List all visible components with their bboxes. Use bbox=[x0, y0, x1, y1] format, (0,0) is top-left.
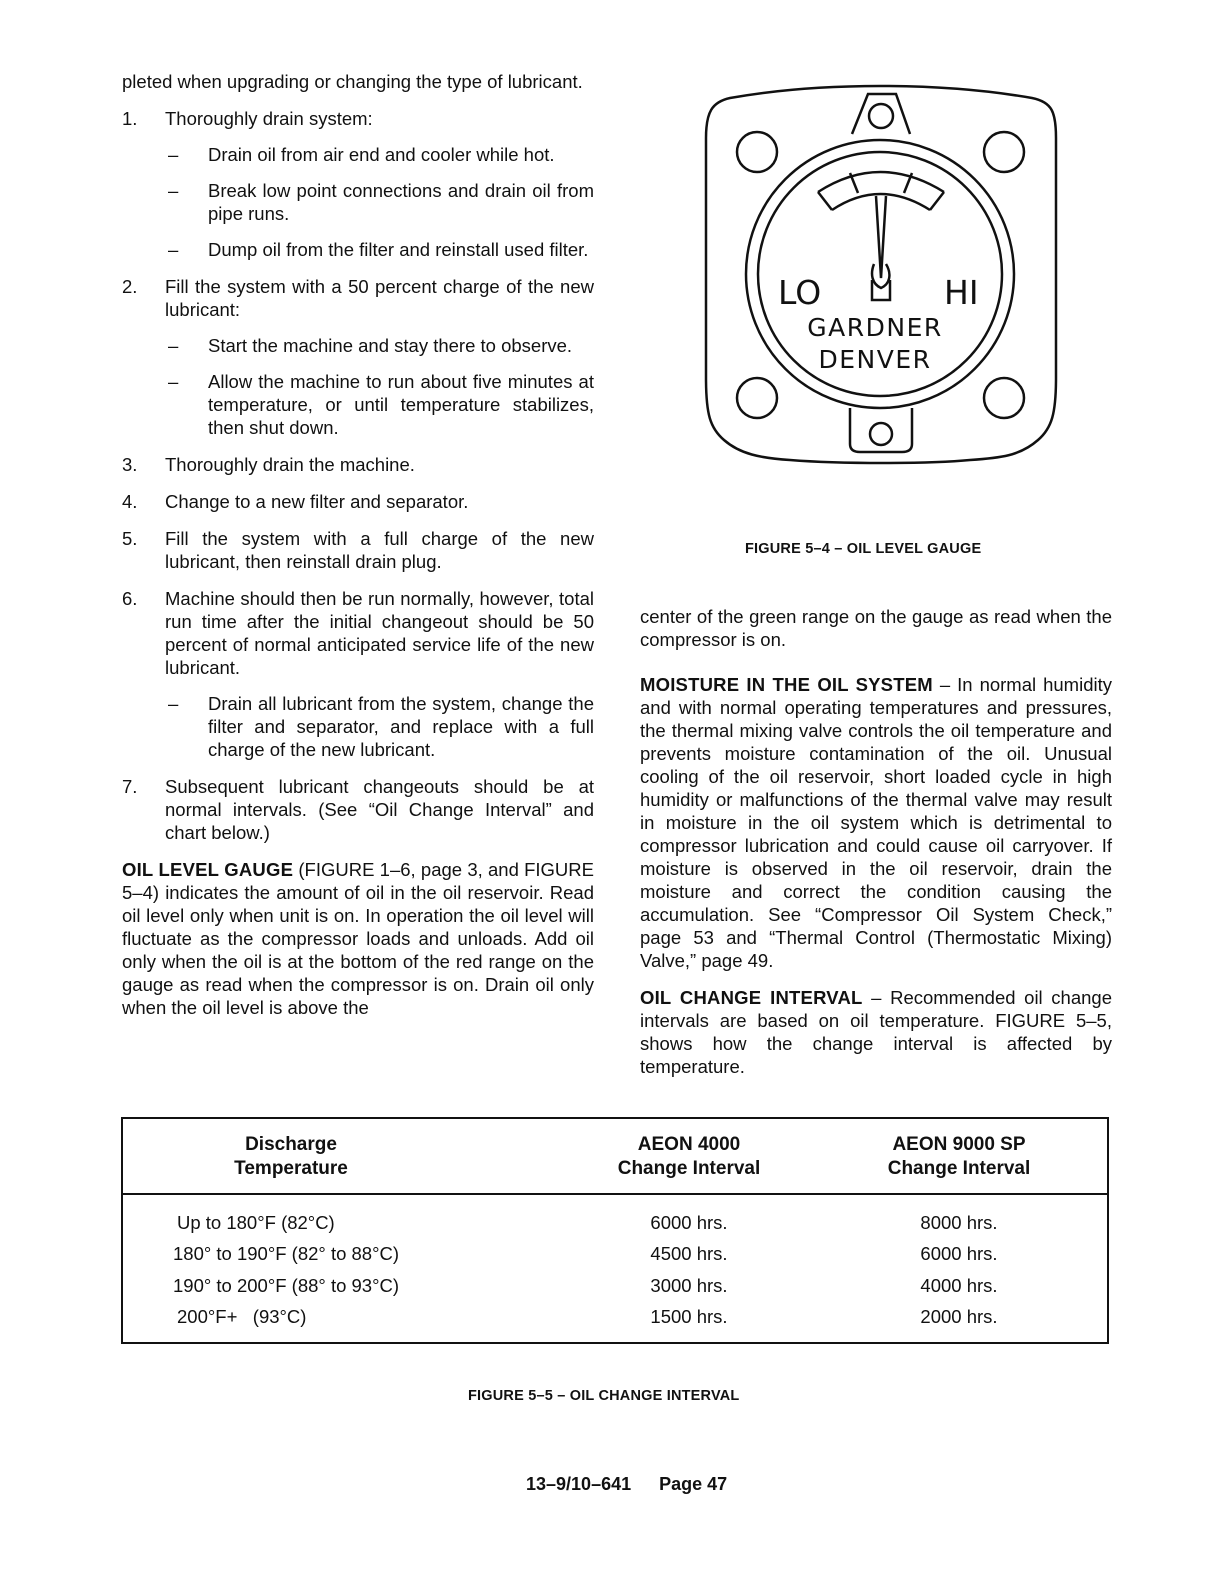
column-header: AEON 4000 Change Interval bbox=[617, 1134, 761, 1179]
oil-level-gauge-paragraph bbox=[122, 858, 594, 1019]
dash: – bbox=[168, 180, 179, 201]
sub-list bbox=[165, 692, 594, 761]
continuation-paragraph: center of the green range on the gauge as read when the compressor is on. bbox=[640, 606, 1112, 650]
moisture-paragraph bbox=[640, 673, 1112, 972]
step-text: Machine should then be run normally, however, total run time after the initial changeout should be 50 percent of normal anticipated service life of the new lubricant. bbox=[165, 588, 594, 678]
oil-change-interval-body: – Recommended oil change intervals are based on oil temperature. FIGURE 5–5, shows how the change interval is affected by temperature. bbox=[640, 987, 1112, 1077]
table-cell: 190° to 200°F (88° to 93°C) bbox=[173, 1275, 400, 1296]
step-text: Change to a new filter and separator. bbox=[165, 491, 469, 512]
list-item bbox=[122, 527, 594, 573]
table-cell: Up to 180°F (82°C) bbox=[177, 1212, 335, 1233]
list-item bbox=[122, 275, 594, 439]
mounting-hole-icon bbox=[737, 378, 777, 418]
table-cell: 200°F+ (93°C) bbox=[177, 1306, 307, 1327]
step-number: 7. bbox=[122, 776, 138, 797]
intro-paragraph: pleted when upgrading or changing the type of lubricant. bbox=[122, 71, 583, 92]
dash: – bbox=[168, 693, 179, 714]
table-cell: 2000 hrs. bbox=[920, 1306, 998, 1327]
table-row bbox=[123, 1242, 1107, 1274]
sub-item: – Drain all lubricant from the system, change the filter and separator, and replace with a full charge of the new lubricant. bbox=[168, 693, 594, 760]
top-lug-hole bbox=[869, 104, 893, 128]
table-cell: 4000 hrs. bbox=[920, 1275, 998, 1296]
page-number: Page 47 bbox=[659, 1474, 728, 1494]
table-cell: 6000 hrs. bbox=[650, 1212, 728, 1233]
oil-change-interval-table bbox=[121, 1117, 1109, 1344]
moisture-heading: MOISTURE IN THE OIL SYSTEM bbox=[640, 674, 933, 695]
oil-level-gauge-figure bbox=[700, 78, 1062, 466]
moisture-body: – In normal humidity and with normal operating temperatures and pressures, the thermal mixing valve controls the oil temperature and prevents moisture contamination of the oil. Unusual cooling of the oil reservoir, short loaded cycle in high humidity or malfunctions of the thermal valve may result in moisture in the oil system which is detrimental to compressor lubrication and could cause oil carryover. If moisture is observed in the oil reservoir, drain the moisture and correct the condition causing the accumulation. See “Compressor Oil System Check,” page 53 and “Thermal Control (Thermostatic Mixing) Valve,” page 49. bbox=[640, 674, 1112, 971]
figure-5-5-caption: FIGURE 5–5 – OIL CHANGE INTERVAL bbox=[468, 1388, 740, 1404]
gauge-brand-line-1: GARDNER bbox=[807, 313, 943, 342]
gauge-brand-line-2: DENVER bbox=[818, 345, 932, 374]
dash: – bbox=[168, 144, 179, 165]
sub-item: – Break low point connections and drain oil from pipe runs. bbox=[168, 180, 594, 224]
oil-change-interval-paragraph bbox=[640, 986, 1112, 1078]
bottom-lug-hole bbox=[870, 423, 892, 445]
list-item bbox=[122, 775, 594, 844]
table-row bbox=[123, 1274, 1107, 1306]
gauge-hi-label: HI bbox=[944, 273, 979, 312]
gauge-scale-arc-inner bbox=[832, 194, 930, 210]
step-text: Thoroughly drain system: bbox=[165, 108, 373, 129]
sub-item: – Allow the machine to run about five minutes at temperature, or until temperature stabilizes, then shut down. bbox=[168, 371, 594, 438]
table-row bbox=[123, 1305, 1107, 1337]
table-cell: 6000 hrs. bbox=[920, 1243, 998, 1264]
sub-item: – Drain oil from air end and cooler while hot. bbox=[168, 144, 555, 165]
dash: – bbox=[168, 239, 179, 260]
gauge-scale-arc-outer bbox=[818, 172, 944, 192]
step-text: Thoroughly drain the machine. bbox=[165, 454, 415, 475]
column-header: Discharge Temperature bbox=[234, 1134, 348, 1179]
oil-change-interval-heading: OIL CHANGE INTERVAL bbox=[640, 987, 863, 1008]
step-text: Fill the system with a full charge of the new lubricant, then reinstall drain plug. bbox=[165, 528, 594, 572]
list-item bbox=[122, 490, 594, 513]
document-number: 13–9/10–641 bbox=[526, 1474, 632, 1494]
step-text: Fill the system with a 50 percent charge of the new lubricant: bbox=[165, 276, 594, 320]
list-item bbox=[122, 587, 594, 761]
step-text: Subsequent lubricant changeouts should be at normal intervals. (See “Oil Change Interval” and chart below.) bbox=[165, 776, 594, 843]
table-cell: 180° to 190°F (82° to 88°C) bbox=[173, 1243, 400, 1264]
list-item bbox=[122, 107, 594, 261]
table-cell: 8000 hrs. bbox=[920, 1212, 998, 1233]
dash: – bbox=[168, 335, 179, 356]
step-number: 4. bbox=[122, 491, 138, 512]
mounting-hole-icon bbox=[737, 132, 777, 172]
column-header: AEON 9000 SP Change Interval bbox=[887, 1134, 1031, 1179]
table-row bbox=[123, 1211, 1107, 1243]
sub-item: – Dump oil from the filter and reinstall used filter. bbox=[168, 239, 589, 260]
sub-list bbox=[165, 143, 594, 261]
right-column bbox=[640, 605, 1112, 1078]
oil-level-gauge-body: (FIGURE 1–6, page 3, and FIGURE 5–4) indicates the amount of oil in the oil reservoir. Read oil level only when unit is on. In operation the oil level will fluctuate as the compressor loads and unloads. Add oil only when the oil is at the bottom of the red range on the gauge as read when the compressor is on. Drain oil only when the oil level is above the bbox=[122, 859, 594, 1018]
step-number: 1. bbox=[122, 108, 138, 129]
step-number: 2. bbox=[122, 276, 138, 297]
page-footer bbox=[526, 1474, 727, 1495]
table-cell: 1500 hrs. bbox=[650, 1306, 728, 1327]
table-cell: 4500 hrs. bbox=[650, 1243, 728, 1264]
step-number: 6. bbox=[122, 588, 138, 609]
gauge-lo-label: LO bbox=[778, 273, 822, 312]
table-cell: 3000 hrs. bbox=[650, 1275, 728, 1296]
mounting-hole-icon bbox=[984, 378, 1024, 418]
list-item bbox=[122, 453, 594, 476]
sub-item: – Start the machine and stay there to observe. bbox=[168, 335, 573, 356]
oil-level-gauge-heading: OIL LEVEL GAUGE bbox=[122, 859, 294, 880]
figure-5-4-caption: FIGURE 5–4 – OIL LEVEL GAUGE bbox=[745, 541, 982, 557]
left-column bbox=[122, 70, 594, 1019]
step-number: 5. bbox=[122, 528, 138, 549]
dash: – bbox=[168, 371, 179, 392]
gauge-needle bbox=[876, 196, 886, 278]
changeover-steps bbox=[122, 107, 594, 844]
table-header bbox=[123, 1119, 1107, 1195]
sub-list bbox=[165, 334, 594, 439]
mounting-hole-icon bbox=[984, 132, 1024, 172]
step-number: 3. bbox=[122, 454, 138, 475]
